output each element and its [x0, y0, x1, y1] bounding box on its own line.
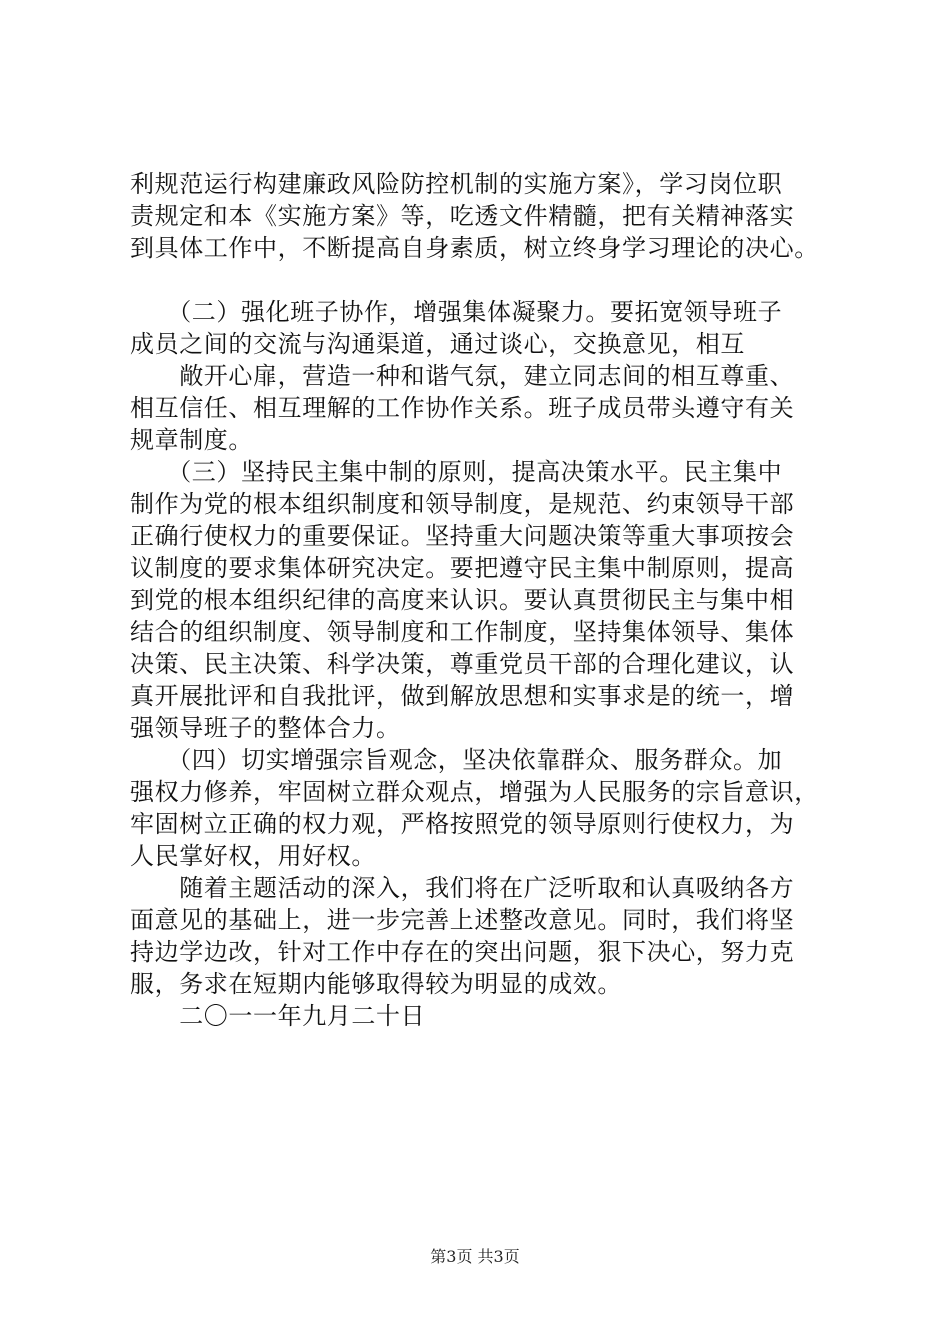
text-line: 强权力修养，牢固树立群众观点，增强为人民服务的宗旨意识，	[130, 778, 819, 806]
text-line: 敞开心扉，营造一种和谐气氛，建立同志间的相互尊重、	[130, 362, 795, 390]
text-line: （四）切实增强宗旨观念，坚决依靠群众、服务群众。加	[130, 746, 783, 774]
text-line: 强领导班子的整体合力。	[130, 714, 401, 742]
text-line: （二）强化班子协作，增强集体凝聚力。要拓宽领导班子	[130, 298, 783, 326]
text-line: 制作为党的根本组织制度和领导制度，是规范、约束领导干部	[130, 490, 795, 518]
text-line: 面意见的基础上，进一步完善上述整改意见。同时，我们将坚	[130, 906, 795, 934]
text-line: 真开展批评和自我批评，做到解放思想和实事求是的统一，增	[130, 682, 795, 710]
text-line: （三）坚持民主集中制的原则，提高决策水平。民主集中	[130, 458, 783, 486]
text-line: 相互信任、相互理解的工作协作关系。班子成员带头遵守有关	[130, 394, 795, 422]
text-line: 持边学边改，针对工作中存在的突出问题，狠下决心，努力克	[130, 938, 795, 966]
text-line: 责规定和本《实施方案》等，吃透文件精髓，把有关精神落实	[130, 202, 795, 230]
text-line: 正确行使权力的重要保证。坚持重大问题决策等重大事项按会	[130, 522, 795, 550]
text-line: 到具体工作中，不断提高自身素质，树立终身学习理论的决心。	[130, 234, 819, 262]
text-line: 牢固树立正确的权力观，严格按照党的领导原则行使权力，为	[130, 810, 795, 838]
text-line: 随着主题活动的深入，我们将在广泛听取和认真吸纳各方	[130, 874, 795, 902]
text-line: 结合的组织制度、领导制度和工作制度，坚持集体领导、集体	[130, 618, 795, 646]
text-line: 成员之间的交流与沟通渠道，通过谈心，交换意见，相互	[130, 330, 745, 358]
date-line: 二〇一一年九月二十日	[130, 1002, 426, 1030]
text-line: 利规范运行构建廉政风险防控机制的实施方案》，学习岗位职	[130, 170, 783, 198]
text-line: 服，务求在短期内能够取得较为明显的成效。	[130, 970, 622, 998]
text-line: 到党的根本组织纪律的高度来认识。要认真贯彻民主与集中相	[130, 586, 795, 614]
text-line: 议制度的要求集体研究决定。要把遵守民主集中制原则，提高	[130, 554, 795, 582]
page-footer: 第3页 共3页	[430, 1247, 520, 1266]
text-line: 规章制度。	[130, 426, 253, 454]
text-line: 决策、民主决策、科学决策，尊重党员干部的合理化建议，认	[130, 650, 795, 678]
text-line: 人民掌好权，用好权。	[130, 842, 376, 870]
